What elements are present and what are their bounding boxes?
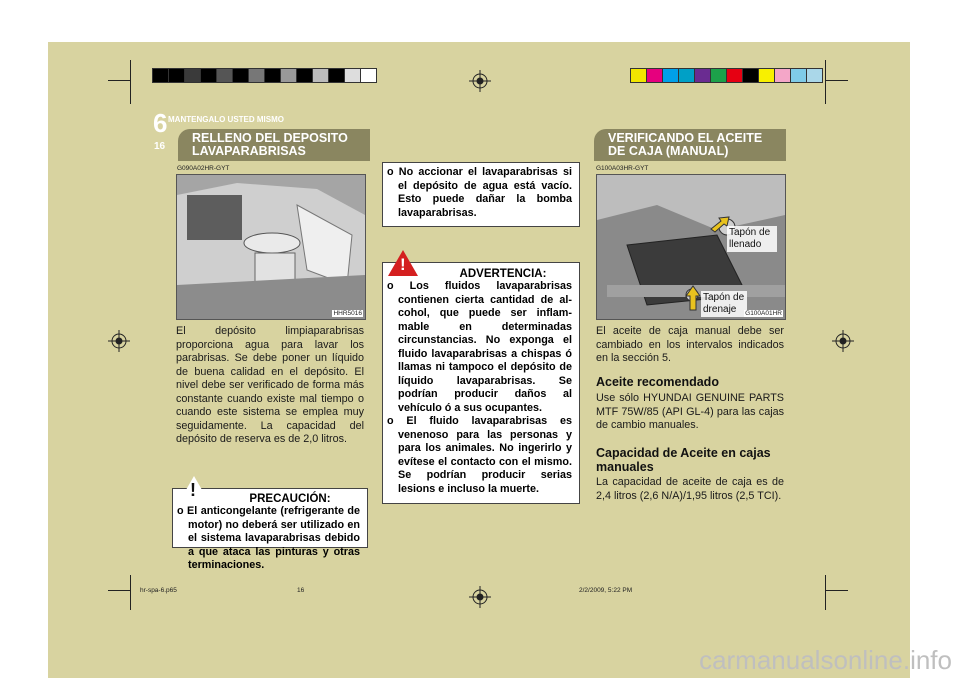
color-swatch bbox=[233, 68, 249, 83]
registration-mark-icon bbox=[469, 70, 491, 92]
color-swatch bbox=[663, 68, 679, 83]
color-bar-right bbox=[630, 68, 823, 83]
caution-content bbox=[174, 493, 366, 573]
chapter-title: MANTENGALO USTED MISMO bbox=[168, 115, 284, 124]
color-swatch bbox=[297, 68, 313, 83]
color-swatch bbox=[201, 68, 217, 83]
footer-file: hr-spa-6.p65 bbox=[140, 587, 177, 594]
color-swatch bbox=[727, 68, 743, 83]
color-swatch bbox=[679, 68, 695, 83]
color-swatch bbox=[217, 68, 233, 83]
section-header-right: VERIFICANDO EL ACEITE DE CAJA (MANUAL) bbox=[594, 129, 786, 161]
note-content bbox=[384, 166, 578, 220]
crop-mark bbox=[130, 60, 131, 104]
color-swatch bbox=[807, 68, 823, 83]
color-swatch bbox=[711, 68, 727, 83]
section-header-left: RELLENO DEL DEPOSITO LAVAPARABRISAS bbox=[178, 129, 370, 161]
section-code: G100A03HR-GYT bbox=[596, 165, 649, 172]
crop-mark bbox=[826, 80, 848, 81]
registration-mark-icon bbox=[469, 586, 491, 608]
oil-capacity-title: Capacidad de Aceite en cajas manuales bbox=[596, 446, 771, 474]
crop-mark bbox=[108, 80, 130, 81]
color-swatch bbox=[759, 68, 775, 83]
crop-mark bbox=[108, 590, 130, 591]
color-swatch bbox=[695, 68, 711, 83]
section-code: G090A02HR-GYT bbox=[177, 165, 230, 172]
registration-mark-icon bbox=[832, 330, 854, 352]
color-swatch bbox=[152, 68, 169, 83]
color-swatch bbox=[329, 68, 345, 83]
page-number: 16 bbox=[154, 141, 166, 152]
warning-item: o Los fluidos lavaparabrisas contienen cierta cantidad de al-cohol, que puede ser inflam-mable en determinadas circunstancias. No exponga el fluido lavaparabrisas a chispas ó llamas ni tampoco el depósito de líquido lavaparabrisas. Se podrían producir daños al vehículo ó a sus ocupantes. bbox=[387, 280, 572, 414]
color-bar-left bbox=[152, 68, 377, 83]
oil-capacity-text: La capacidad de aceite de caja es de 2,4 litros (2,6 N/A)/1,95 litros (2,5 TCI). bbox=[596, 476, 784, 502]
photo-label: HHR5016 bbox=[333, 310, 362, 317]
exclamation-icon: ! bbox=[190, 480, 196, 500]
color-swatch bbox=[647, 68, 663, 83]
color-swatch bbox=[249, 68, 265, 83]
recommended-oil-title: Aceite recomendado bbox=[596, 375, 719, 389]
crop-mark bbox=[130, 575, 131, 610]
footer-page: 16 bbox=[297, 587, 305, 594]
watermark: carmanualsonline.info bbox=[699, 645, 952, 675]
chapter-number: 6 bbox=[153, 108, 168, 138]
color-swatch bbox=[743, 68, 759, 83]
color-swatch bbox=[169, 68, 185, 83]
color-swatch bbox=[281, 68, 297, 83]
photo-label: G100A01HR bbox=[745, 310, 782, 317]
warning-content bbox=[384, 268, 578, 496]
warning-item: o El fluido lavaparabrisas es venenoso para las personas y para los animales. No ingerirlo y evítese el contacto con el mismo. Se podrían producir serias lesions e incluso la muerte. bbox=[387, 415, 572, 495]
drain-plug-label: Tapón de drenaje bbox=[701, 291, 747, 317]
color-swatch bbox=[791, 68, 807, 83]
crop-mark bbox=[825, 60, 826, 104]
color-swatch bbox=[313, 68, 329, 83]
left-body-text: El depósito limpiaparabrisas proporciona agua para lavar los parabrisas. Se debe poner un líquido de buena calidad en el depósito. El nivel debe ser verificado de forma más constante cuando existe mal tiempo o cuando este sistema se emplea muy seguidamente. La capacidad del depósito de reserva es de 2,0 litros. bbox=[176, 325, 364, 445]
color-swatch bbox=[361, 68, 377, 83]
crop-mark bbox=[825, 575, 826, 610]
arrow-icon bbox=[685, 285, 701, 311]
color-swatch bbox=[345, 68, 361, 83]
color-swatch bbox=[265, 68, 281, 83]
transmission-photo bbox=[596, 174, 786, 320]
registration-mark-icon bbox=[108, 330, 130, 352]
engine-bay-illustration bbox=[177, 175, 365, 319]
fill-plug-label: Tapón de llenado bbox=[727, 226, 777, 252]
recommended-oil-text: Use sólo HYUNDAI GENUINE PARTS MTF 75W/85 (API GL-4) para las cajas de cambio manuales. bbox=[596, 392, 784, 431]
caution-title: PRECAUCIÓN: bbox=[249, 493, 331, 505]
right-body-text: El aceite de caja manual debe ser cambiado en los intervalos indicados en la sección 5. bbox=[596, 325, 784, 364]
caution-item: o El anticongelante (refrigerante de motor) no deberá ser utilizado en el sistema lavaparabrisas debido a que ataca las pinturas y otras terminaciones. bbox=[177, 505, 360, 571]
footer-date: 2/2/2009, 5:22 PM bbox=[579, 587, 633, 594]
warning-title: ADVERTENCIA: bbox=[459, 268, 547, 280]
note-item: o No accionar el lavaparabrisas si el depósito de agua está vacío. Esto puede dañar la bomba lavaparabrisas. bbox=[387, 166, 572, 219]
crop-mark bbox=[826, 590, 848, 591]
color-swatch bbox=[630, 68, 647, 83]
washer-reservoir-photo bbox=[176, 174, 366, 320]
color-swatch bbox=[185, 68, 201, 83]
exclamation-icon: ! bbox=[400, 255, 406, 274]
color-swatch bbox=[775, 68, 791, 83]
